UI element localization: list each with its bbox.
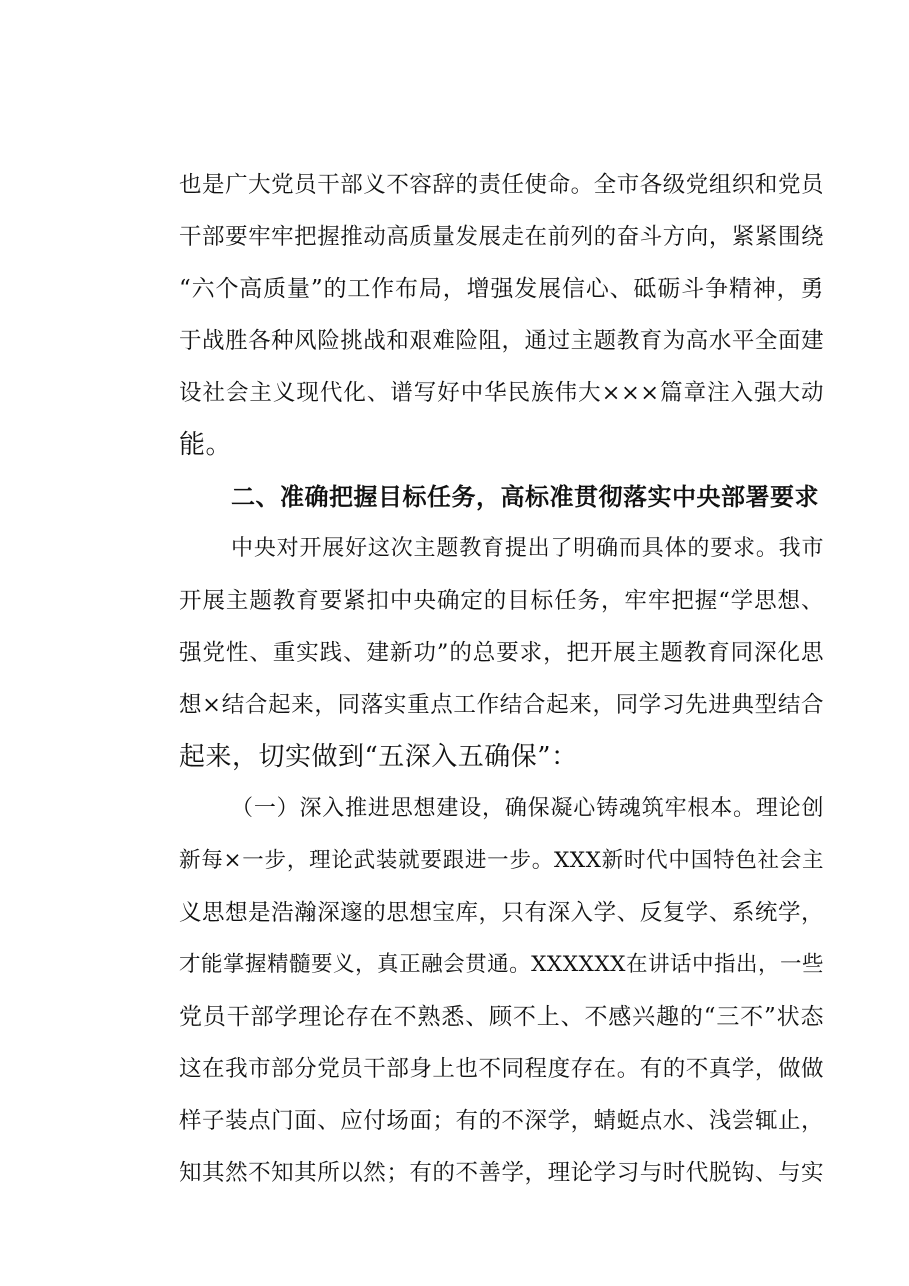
paragraph-line: 能。 [179,430,233,460]
paragraph-line: “六个高质量”的工作布局，增强发展信心、砥砺斗争精神，勇 [179,276,824,302]
paragraph-line: 新每×一步，理论武装就要跟进一步。XXX新时代中国特色社会主 [179,848,824,873]
paragraph-line: （一）深入推进思想建设，确保凝心铸魂筑牢根本。理论创 [231,796,824,821]
paragraph-line: 中央对开展好这次主题教育提出了明确而具体的要求。我市 [231,536,824,561]
paragraph-line: 义思想是浩瀚深邃的思想宝库，只有深入学、反复学、系统学， [179,900,824,926]
paragraph-line: 干部要牢牢把握推动高质量发展走在前列的奋斗方向，紧紧围绕 [179,224,824,250]
section-heading: 二、准确把握目标任务，高标准贯彻落实中央部署要求 [231,483,819,511]
paragraph-line: 样子装点门面、应付场面；有的不深学，蜻蜓点水、浅尝辄止， [179,1108,824,1134]
paragraph-line: 开展主题教育要紧扣中央确定的目标任务，牢牢把握“学思想、 [179,588,824,614]
paragraph-line: 也是广大党员干部义不容辞的责任使命。全市各级党组织和党员 [179,172,824,198]
paragraph-line: 这在我市部分党员干部身上也不同程度存在。有的不真学，做做 [179,1056,824,1082]
paragraph-line: 想×结合起来，同落实重点工作结合起来，同学习先进典型结合 [179,692,824,718]
paragraph-line: 才能掌握精髓要义，真正融会贯通。XXXXXX在讲话中指出，一些 [179,952,824,977]
paragraph-line: 强党性、重实践、建新功”的总要求，把开展主题教育同深化思 [179,640,824,666]
paragraph-line: 党员干部学理论存在不熟悉、顾不上、不感兴趣的“三不”状态 [179,1004,824,1030]
paragraph-line: 知其然不知其所以然；有的不善学，理论学习与时代脱钩、与实 [179,1160,824,1186]
paragraph-line: 设社会主义现代化、谱写好中华民族伟大×××篇章注入强大动 [179,380,824,406]
paragraph-line: 起来，切实做到“五深入五确保”： [179,742,578,772]
paragraph-line: 于战胜各种风险挑战和艰难险阻，通过主题教育为高水平全面建 [179,328,824,354]
